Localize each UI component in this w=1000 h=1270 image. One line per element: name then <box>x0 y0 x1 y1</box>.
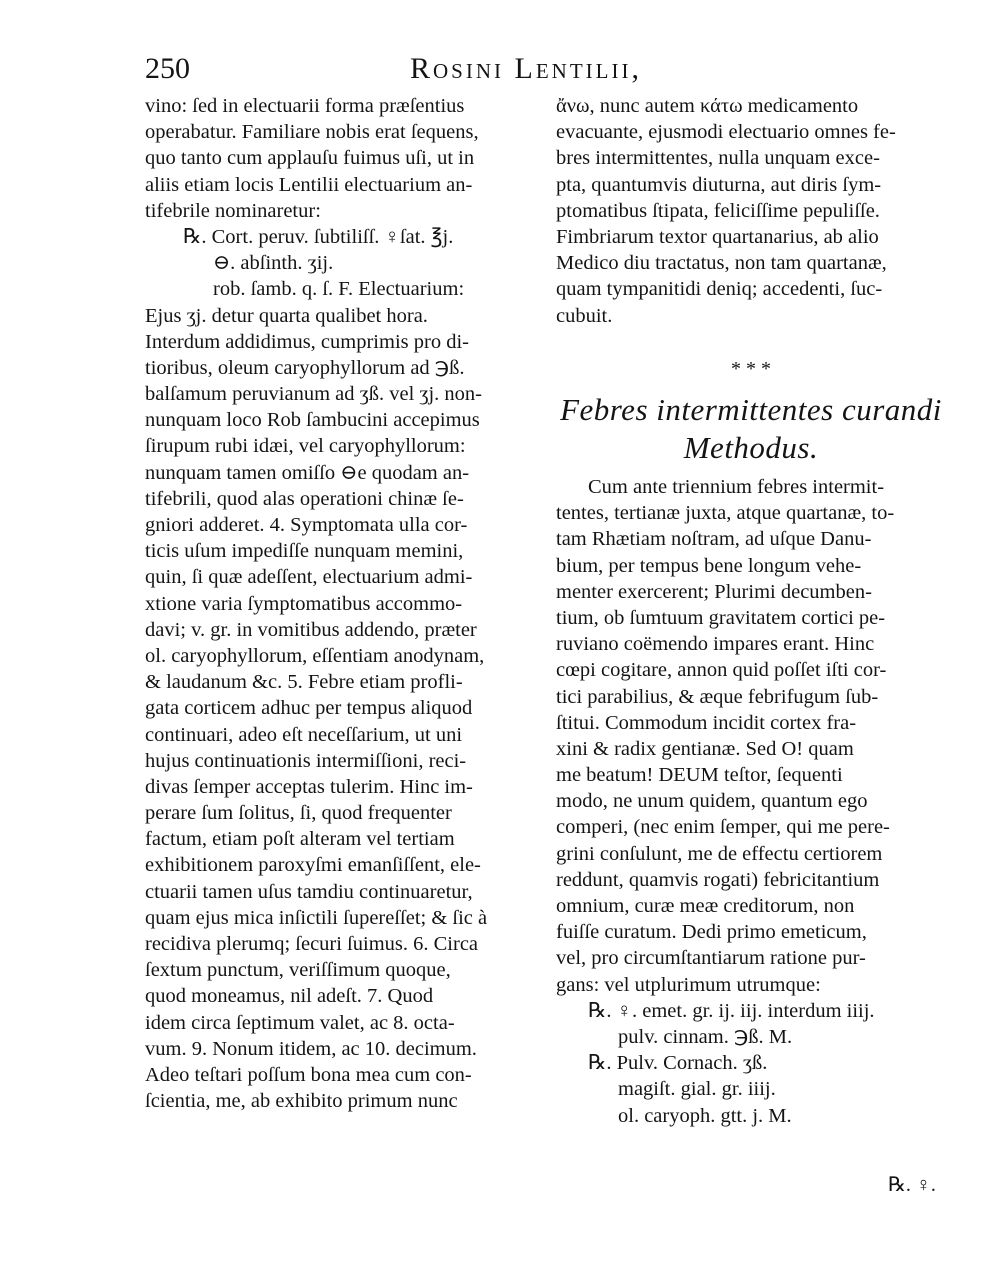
page-number: 250 <box>145 52 190 85</box>
text-line: pta, quantumvis diuturna, aut diris ſym- <box>556 173 882 196</box>
text-line: xtione varia ſymptomatibus accommo- <box>145 592 463 615</box>
catchword: ℞. ♀. <box>888 1174 936 1196</box>
text-line: balſamum peruvianum ad ʒß. vel ʒj. non- <box>145 383 483 406</box>
text-line: reddunt, quamvis rogati) febricitantium <box>556 868 880 891</box>
text-line: quam ejus mica inſictili ſupereſſet; & ſic à <box>145 906 488 929</box>
text-line: menter exercerent; Plurimi decumben- <box>556 580 872 603</box>
text-line: bium, per tempus bene longum vehe- <box>556 554 862 577</box>
text-line: gans: vel utplurimum utrumque: <box>556 973 821 996</box>
text-line: tioribus, oleum caryophyllorum ad ℈ß. <box>145 356 465 379</box>
recipe-line: pulv. cinnam. ℈ß. M. <box>618 1025 793 1048</box>
recipe-line: ⊖. abſinth. ʒij. <box>213 252 334 275</box>
text-line: omnium, curæ meæ creditorum, non <box>556 895 855 917</box>
text-line: vino: ſed in electuarii forma præſentius <box>145 95 465 117</box>
text-line: hujus continuationis intermiſſioni, reci- <box>145 749 467 772</box>
text-line: vum. 9. Nonum itidem, ac 10. decimum. <box>145 1037 477 1060</box>
text-line: ptomatibus ſtipata, feliciſſime pepuliſſe. <box>556 199 880 222</box>
text-line: Ejus ʒj. detur quarta qualibet hora. <box>145 304 428 327</box>
text-line: quin, ſi quæ adeſſent, electuarium admi- <box>145 566 473 589</box>
text-line: divas ſemper acceptas tulerim. Hinc im- <box>145 775 473 798</box>
text-line: ruviano coëmendo impares erant. Hinc <box>556 633 875 656</box>
text-line: ſirupum rubi idæi, vel caryophyllorum: <box>145 435 466 458</box>
text-line: comperi, (nec enim ſemper, qui me pere- <box>556 816 890 839</box>
text-line: Medico diu tractatus, non tam quartanæ, <box>556 252 887 275</box>
text-line: ticis uſum impediſſe nunquam memini, <box>145 540 464 563</box>
text-line: perare ſum ſolitus, ſi, quod frequenter <box>145 802 452 825</box>
text-line: grini conſulunt, me de effectu certiorem <box>556 842 883 865</box>
section-divider-stars: * * * <box>731 358 771 380</box>
text-line: modo, ne unum quidem, quantum ego <box>556 790 868 813</box>
text-line: idem circa ſeptimum valet, ac 8. octa- <box>145 1011 455 1034</box>
recipe-line: ol. caryoph. gtt. j. M. <box>618 1104 792 1127</box>
text-line: ſtitui. Commodum incidit cortex fra- <box>556 711 857 734</box>
text-line: nunquam loco Rob ſambucini accepimus <box>145 409 480 432</box>
text-line: operabatur. Familiare nobis erat ſequens, <box>145 121 479 144</box>
text-line: & laudanum &c. 5. Febre etiam profli- <box>145 671 463 694</box>
text-line: fuiſſe curatum. Dedi primo emeticum, <box>556 921 867 944</box>
page-header <box>145 52 945 92</box>
text-line: quod moneamus, nil adeſt. 7. Quod <box>145 985 434 1008</box>
text-line: evacuante, ejusmodi electuario omnes fe- <box>556 121 896 144</box>
text-line: ἄνω, nunc autem κάτω medicamento <box>556 95 859 117</box>
text-line: vel, pro circumſtantiarum ratione pur- <box>556 947 866 970</box>
recipe-line: ℞. Cort. peruv. ſubtiliſſ. ♀ſat. ℥j. <box>183 225 454 248</box>
text-line: ſextum punctum, veriſſimum quoque, <box>145 959 451 982</box>
right-column-top <box>556 93 946 329</box>
text-line: tam Rhætiam noſtram, ad uſque Danu- <box>556 528 872 551</box>
text-line: bres intermittentes, nulla unquam exce- <box>556 147 880 170</box>
text-line: me beatum! DEUM teſtor, ſequenti <box>556 764 843 787</box>
section-heading-line2: Methodus. <box>683 430 819 465</box>
text-line: gniori adderet. 4. Symptomata ulla cor- <box>145 514 468 536</box>
running-head: Rosini Lentilii, <box>410 52 642 85</box>
text-line: xini & radix gentianæ. Sed O! quam <box>556 737 854 760</box>
text-line: ctuarii tamen uſus tamdiu continuaretur, <box>145 880 473 903</box>
text-line: cubuit. <box>556 304 613 327</box>
text-line: tentes, tertianæ juxta, atque quartanæ, to- <box>556 502 895 525</box>
text-line: Cum ante triennium febres intermit- <box>588 476 885 498</box>
text-line: continuari, adeo eſt neceſſarium, ut uni <box>145 723 463 746</box>
recipe-line: magiſt. gial. gr. iiij. <box>618 1078 776 1101</box>
text-line: quo tanto cum applauſu fuimus uſi, ut in <box>145 147 475 170</box>
recipe-line: rob. ſamb. q. ſ. F. Electuarium: <box>213 278 465 301</box>
text-line: quam tympanitidi deniq; accedenti, ſuc- <box>556 278 883 301</box>
text-line: tifebrile nominaretur: <box>145 199 321 222</box>
right-column-bottom <box>556 474 946 1129</box>
text-line: factum, etiam poſt alteram vel tertiam <box>145 828 455 851</box>
section-heading-line1: Febres intermittentes curandi <box>560 392 942 427</box>
text-line: aliis etiam locis Lentilii electuarium an- <box>145 173 473 196</box>
recipe-line: ℞. Pulv. Cornach. ʒß. <box>588 1052 768 1075</box>
left-column <box>145 93 537 1114</box>
text-line: tici parabilius, & æque febrifugum ſub- <box>556 685 879 708</box>
text-line: exhibitionem paroxyſmi emanſiſſent, ele- <box>145 854 481 877</box>
text-line: ol. caryophyllorum, eſſentiam anodynam, <box>145 644 485 667</box>
text-line: Adeo teſtari poſſum bona mea cum con- <box>145 1063 472 1086</box>
text-line: tium, ob ſumtuum gravitatem cortici pe- <box>556 606 886 629</box>
text-line: recidiva plerumq; ſecuri ſuimus. 6. Circa <box>145 933 479 955</box>
text-line: gata corticem adhuc per tempus aliquod <box>145 697 473 720</box>
text-line: Fimbriarum textor quartanarius, ab alio <box>556 225 879 248</box>
text-line: Interdum addidimus, cumprimis pro di- <box>145 330 469 353</box>
text-line: nunquam tamen omiſſo ⊖e quodam an- <box>145 461 470 484</box>
text-line: davi; v. gr. in vomitibus addendo, præter <box>145 618 477 641</box>
text-line: ſcientia, me, ab exhibito primum nunc <box>145 1090 458 1113</box>
text-line: cœpi cogitare, annon quid poſſet iſti cor- <box>556 659 887 682</box>
recipe-line: ℞. ♀. emet. gr. ij. iij. interdum iiij. <box>588 999 875 1022</box>
text-line: tifebrili, quod alas operationi chinæ ſe- <box>145 487 464 510</box>
